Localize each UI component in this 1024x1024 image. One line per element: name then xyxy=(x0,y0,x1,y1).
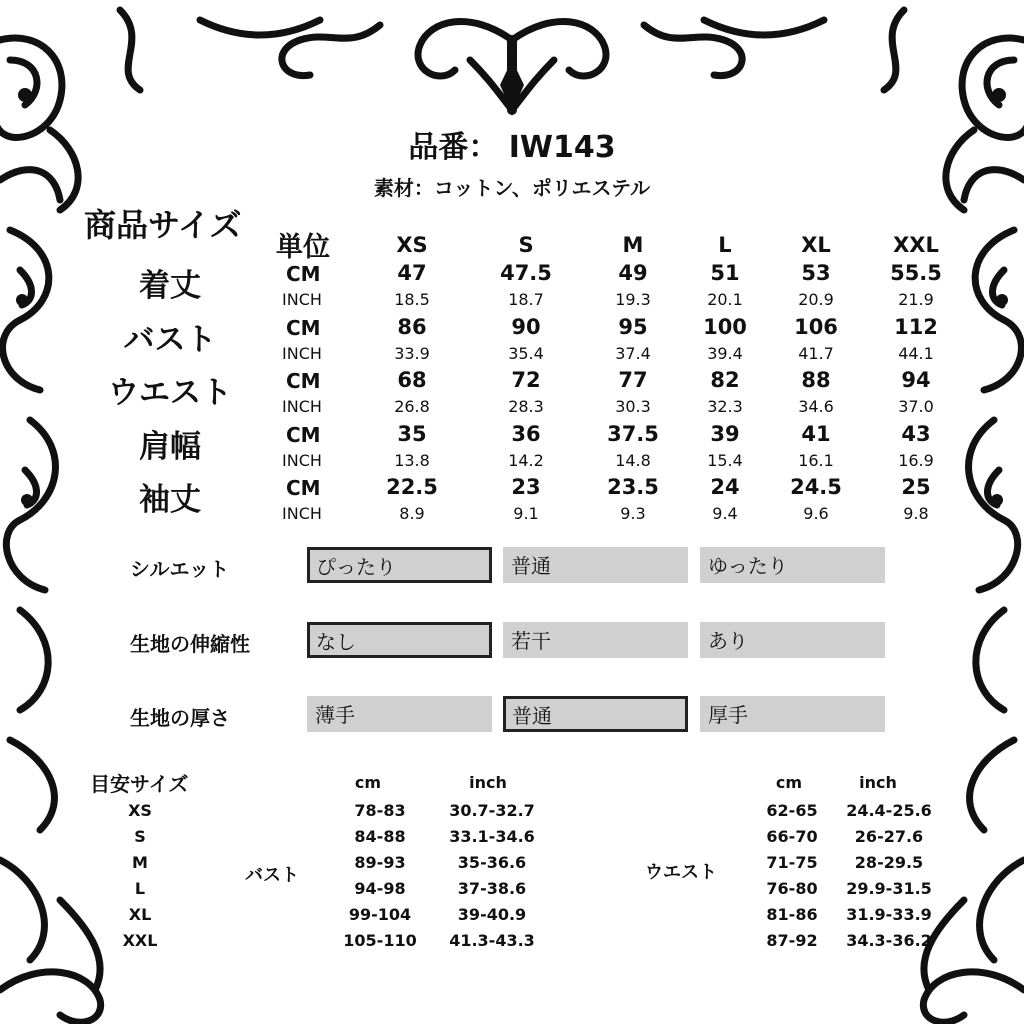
cm-value: 37.5 xyxy=(607,421,659,446)
bust-inch-value: 33.1-34.6 xyxy=(449,827,535,846)
cm-value: 95 xyxy=(618,314,648,339)
inch-value: 26.8 xyxy=(394,397,430,416)
waist-cm-value: 71-75 xyxy=(766,853,818,872)
guide-size-label: S xyxy=(134,827,146,846)
cm-value: 112 xyxy=(894,314,938,339)
inch-value: 20.9 xyxy=(798,290,834,309)
unit-cm-label: CM xyxy=(286,315,321,340)
bust-inch-value: 35-36.6 xyxy=(457,853,527,872)
bust-cm-value: 84-88 xyxy=(354,827,406,846)
inch-value: 39.4 xyxy=(707,343,743,363)
inch-value: 37.0 xyxy=(898,397,934,416)
bust-inch-value: 39-40.9 xyxy=(457,905,527,924)
inch-value: 9.1 xyxy=(513,504,539,523)
waist-inch-value: 29.9-31.5 xyxy=(846,879,932,898)
unit-inch-label: INCH xyxy=(282,450,322,470)
guide-size-label: L xyxy=(134,879,146,898)
cm-value: 41 xyxy=(801,421,831,446)
size-column-header: L xyxy=(718,233,732,257)
measurement-label: バスト xyxy=(123,321,217,358)
bust-cm-value: 99-104 xyxy=(348,905,412,924)
cm-value: 106 xyxy=(794,314,838,339)
waist-cm-value: 87-92 xyxy=(766,931,818,950)
waist-label: ウエスト xyxy=(645,862,717,883)
unit-inch-label: INCH xyxy=(282,343,322,363)
size-column-header: XXL xyxy=(893,233,939,257)
inch-value: 9.6 xyxy=(803,504,829,523)
property-option: 厚手 xyxy=(700,696,885,732)
inch-value: 9.8 xyxy=(903,504,929,523)
inch-value: 8.9 xyxy=(399,504,425,523)
cm-value: 77 xyxy=(618,368,648,392)
selected-option: 普通 xyxy=(503,696,688,732)
inch-value: 30.3 xyxy=(615,397,651,416)
unit-inch-label: INCH xyxy=(282,504,322,523)
inch-value: 44.1 xyxy=(898,343,934,363)
property-label: シルエット xyxy=(130,557,230,581)
inch-value: 13.8 xyxy=(394,450,430,470)
product-number: 品番： IW143 xyxy=(408,130,616,165)
inch-value: 34.6 xyxy=(798,397,834,416)
property-option: 薄手 xyxy=(307,696,492,732)
material-text: 素材：コットン、ポリエステル xyxy=(373,176,651,200)
inch-value: 14.2 xyxy=(508,450,544,470)
guide-size-label: M xyxy=(132,853,148,872)
bust-inch-value: 30.7-32.7 xyxy=(449,801,535,820)
inch-value: 41.7 xyxy=(798,343,834,363)
cm-value: 35 xyxy=(397,421,427,446)
size-column-header: XL xyxy=(801,233,831,257)
waist-inch-value: 28-29.5 xyxy=(854,853,924,872)
inch-value: 21.9 xyxy=(898,290,934,309)
cm-value: 53 xyxy=(801,261,831,285)
unit-cm-label: CM xyxy=(286,476,321,500)
size-column-header: M xyxy=(622,233,644,257)
bust-inch-header: inch xyxy=(469,773,507,792)
waist-inch-value: 26-27.6 xyxy=(854,827,924,846)
waist-cm-value: 66-70 xyxy=(766,827,818,846)
cm-value: 90 xyxy=(511,314,541,339)
inch-value: 16.1 xyxy=(798,450,834,470)
property-option: あり xyxy=(700,622,885,658)
cm-value: 47 xyxy=(397,261,427,285)
inch-value: 18.7 xyxy=(508,290,544,309)
cm-value: 24 xyxy=(710,475,740,499)
inch-value: 18.5 xyxy=(394,290,430,309)
inch-value: 14.8 xyxy=(615,450,651,470)
bust-cm-value: 94-98 xyxy=(354,879,406,898)
waist-inch-value: 24.4-25.6 xyxy=(846,801,932,820)
cm-value: 43 xyxy=(901,421,931,446)
property-label: 生地の伸縮性 xyxy=(130,632,250,656)
cm-value: 72 xyxy=(511,368,541,392)
cm-value: 39 xyxy=(710,421,740,446)
bust-inch-value: 37-38.6 xyxy=(457,879,527,898)
cm-value: 68 xyxy=(397,368,427,392)
cm-value: 55.5 xyxy=(890,261,942,285)
selected-option: ぴったり xyxy=(307,547,492,583)
size-table-heading: 商品サイズ xyxy=(84,206,242,244)
bust-inch-value: 41.3-43.3 xyxy=(449,931,535,950)
waist-cm-value: 62-65 xyxy=(766,801,818,820)
waist-cm-value: 81-86 xyxy=(766,905,818,924)
unit-inch-label: INCH xyxy=(282,397,322,416)
bust-label: バスト xyxy=(245,865,299,886)
property-option: ゆったり xyxy=(700,547,885,583)
cm-value: 23.5 xyxy=(607,475,659,499)
guide-size-label: XXL xyxy=(122,931,158,950)
inch-value: 9.3 xyxy=(620,504,646,523)
unit-cm-label: CM xyxy=(286,369,321,393)
waist-inch-value: 31.9-33.9 xyxy=(846,905,932,924)
size-column-header: XS xyxy=(396,233,428,257)
measurement-label: 着丈 xyxy=(139,268,201,304)
inch-value: 16.9 xyxy=(898,450,934,470)
inch-value: 33.9 xyxy=(394,343,430,363)
inch-value: 15.4 xyxy=(707,450,743,470)
inch-value: 9.4 xyxy=(712,504,738,523)
bust-cm-header: cm xyxy=(354,773,382,792)
size-column-header: S xyxy=(518,233,534,257)
property-option: 若干 xyxy=(503,622,688,658)
cm-value: 88 xyxy=(801,368,831,392)
waist-inch-value: 34.3-36.2 xyxy=(846,931,932,950)
cm-value: 51 xyxy=(710,261,740,285)
inch-value: 28.3 xyxy=(508,397,544,416)
cm-value: 25 xyxy=(901,475,931,499)
guide-size-label: XS xyxy=(128,801,152,820)
inch-value: 37.4 xyxy=(615,343,651,363)
cm-value: 49 xyxy=(618,261,648,285)
inch-value: 32.3 xyxy=(707,397,743,416)
measurement-label: ウエスト xyxy=(108,375,232,411)
waist-cm-header: cm xyxy=(775,773,803,792)
measurement-label: 袖丈 xyxy=(139,482,201,518)
cm-value: 22.5 xyxy=(386,475,438,499)
size-guide-title: 目安サイズ xyxy=(90,772,189,796)
inch-value: 19.3 xyxy=(615,290,651,309)
guide-size-label: XL xyxy=(128,905,152,924)
inch-value: 35.4 xyxy=(508,343,544,363)
cm-value: 86 xyxy=(397,314,427,339)
measurement-label: 肩幅 xyxy=(139,428,201,465)
bust-cm-value: 78-83 xyxy=(354,801,406,820)
unit-cm-label: CM xyxy=(286,262,321,286)
cm-value: 47.5 xyxy=(500,261,552,285)
unit-heading: 単位 xyxy=(276,232,330,263)
property-label: 生地の厚さ xyxy=(130,706,230,730)
bust-cm-value: 89-93 xyxy=(354,853,406,872)
unit-inch-label: INCH xyxy=(282,290,322,309)
cm-value: 23 xyxy=(511,475,541,499)
cm-value: 94 xyxy=(901,368,931,392)
bust-cm-value: 105-110 xyxy=(343,931,417,950)
cm-value: 24.5 xyxy=(790,475,842,499)
cm-value: 36 xyxy=(511,421,541,446)
waist-cm-value: 76-80 xyxy=(766,879,818,898)
unit-cm-label: CM xyxy=(286,422,321,447)
waist-inch-header: inch xyxy=(859,773,897,792)
cm-value: 82 xyxy=(710,368,740,392)
cm-value: 100 xyxy=(703,314,747,339)
inch-value: 20.1 xyxy=(707,290,743,309)
selected-option: なし xyxy=(307,622,492,658)
property-option: 普通 xyxy=(503,547,688,583)
